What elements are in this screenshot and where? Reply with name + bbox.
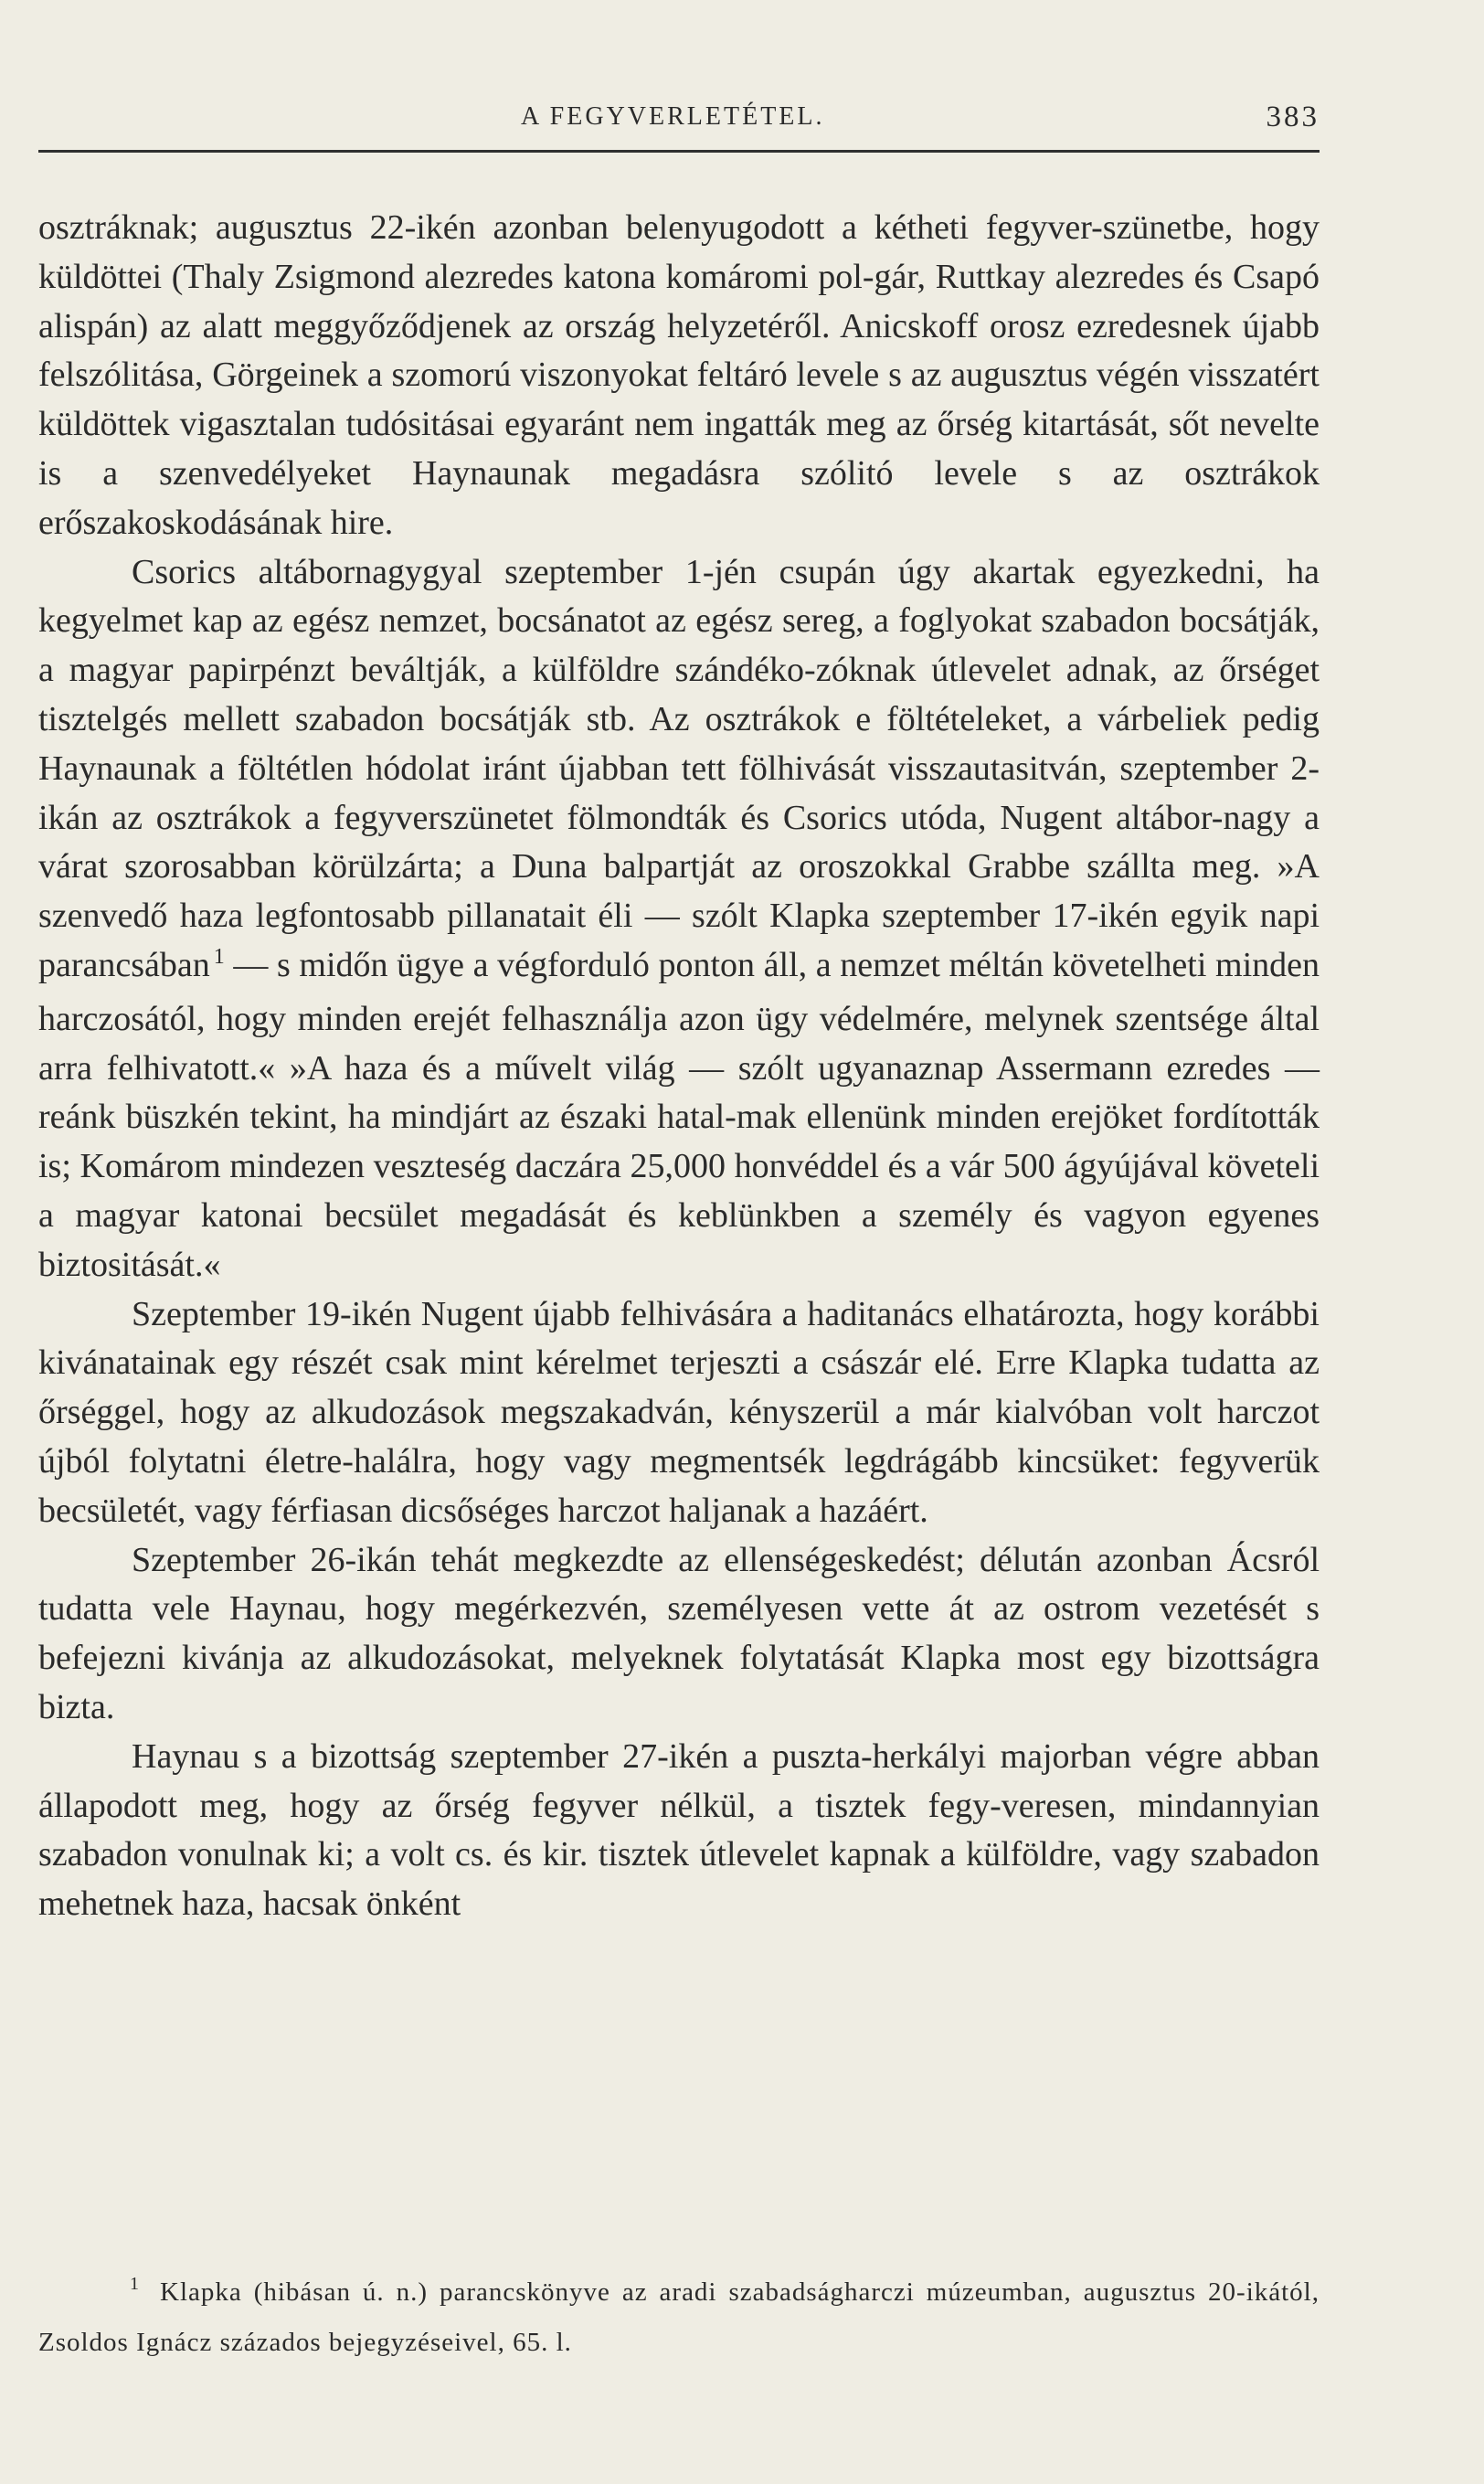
body-text (38, 204, 1320, 1929)
paragraph (38, 548, 1320, 1290)
paragraph-text: — s midőn ügye a végforduló ponton áll, a nemzet méltán követelheti minden harczosától, hogy minden erejét felhasználja azon ügy védelmére, melynek szentsége által arra felhivatott.« »A haza és a művelt világ — szólt ugyanaznap Assermann ezredes — reánk büszkén tekint, ha mindjárt az északi hatal-mak ellenünk minden erejöket fordították is; Komárom mindezen veszteség daczára 25,000 honvéddel és a vár 500 ágyújával követeli a magyar katonai becsület megadását és keblünkben a személy és vagyon egyenes biztositását.« (38, 945, 1320, 1284)
footnote (38, 2268, 1320, 2366)
page-number: 383 (1266, 101, 1320, 133)
footnotes (38, 2268, 1320, 2366)
paragraph-text: Csorics altábornagygyal szeptember 1-jén csupán úgy akartak egyezkedni, ha kegyelmet kap az egész nemzet, bocsánatot az egész sereg, a foglyokat szabadon bocsátják, a magyar papirpénzt beváltják, a külföldre szándéko-zóknak útlevelet adnak, az őrséget tisztelgés mellett szabadon bocsátják stb. Az osztrákok e föltételeket, a várbeliek pedig Haynaunak a föltétlen hódolat iránt újabban tett fölhivását visszautasitván, szeptember 2-ikán az osztrákok a fegyverszünetet fölmondták és Csorics utóda, Nugent altábor-nagy a várat szorosabban körülzárta; a Duna balpartját az oroszokkal Grabbe szállta meg. »A szenvedő haza legfontosabb pillanatait éli — szólt Klapka szeptember 17-ikén egyik napi parancsában (38, 552, 1320, 984)
running-title: A FEGYVERLETÉTEL. (521, 102, 825, 131)
footnote-marker: 1 (130, 2274, 140, 2294)
footnote-text: Klapka (hibásan ú. n.) parancskönyve az aradi szabadságharczi múzeumban, augusztus 20-ikától, Zsoldos Ignácz százados bejegyzéseivel, 65. l. (38, 2277, 1320, 2357)
paragraph: Haynau s a bizottság szeptember 27-ikén a puszta-herkályi majorban végre abban állapodott meg, hogy az őrség fegyver nélkül, a tisztek fegy-veresen, mindannyian szabadon vonulnak ki; a volt cs. és kir. tisztek útlevelet kapnak a külföldre, vagy szabadon mehetnek haza, hacsak önként (38, 1736, 1320, 1924)
paragraph: osztráknak; augusztus 22-ikén azonban belenyugodott a kétheti fegyver-szünetbe, hogy küldöttei (Thaly Zsigmond alezredes katona komáromi pol-gár, Ruttkay alezredes és Csapó alispán) az alatt meggyőződjenek az ország helyzetéről. Anicskoff orosz ezredesnek újabb felszólitása, Görgeinek a szomorú viszonyokat feltáró levele s az augusztus végén visszatért küldöttek vigasztalan tudósitásai egyaránt nem ingatták meg az őrség kitartását, sőt nevelte is a szenvedélyeket Haynaunak megadásra szólitó levele s az osztrákok erőszakoskodásának hire. (38, 208, 1320, 542)
paragraph: Szeptember 19-ikén Nugent újabb felhivására a haditanács elhatározta, hogy korábbi kivánatainak egy részét csak mint kérelmet terjeszti a császár elé. Erre Klapka tudatta az őrséggel, hogy az alkudozások megszakadván, kényszerül a már kialvóban volt harczot újból folytatni életre-halálra, hogy vagy megmentsék legdrágább kincsüket: fegyverük becsületét, vagy férfiasan dicsőséges harczot haljanak a hazáért. (38, 1294, 1320, 1530)
paragraph: Szeptember 26-ikán tehát megkezdte az ellenségeskedést; délután azonban Ácsról tudatta vele Haynau, hogy megérkezvén, személyesen vette át az ostrom vezetését s befejezni kivánja az alkudozásokat, melyeknek folytatását Klapka most egy bizottságra bizta. (38, 1540, 1320, 1726)
page-header (38, 99, 1320, 153)
footnote-reference: 1 (213, 944, 225, 969)
